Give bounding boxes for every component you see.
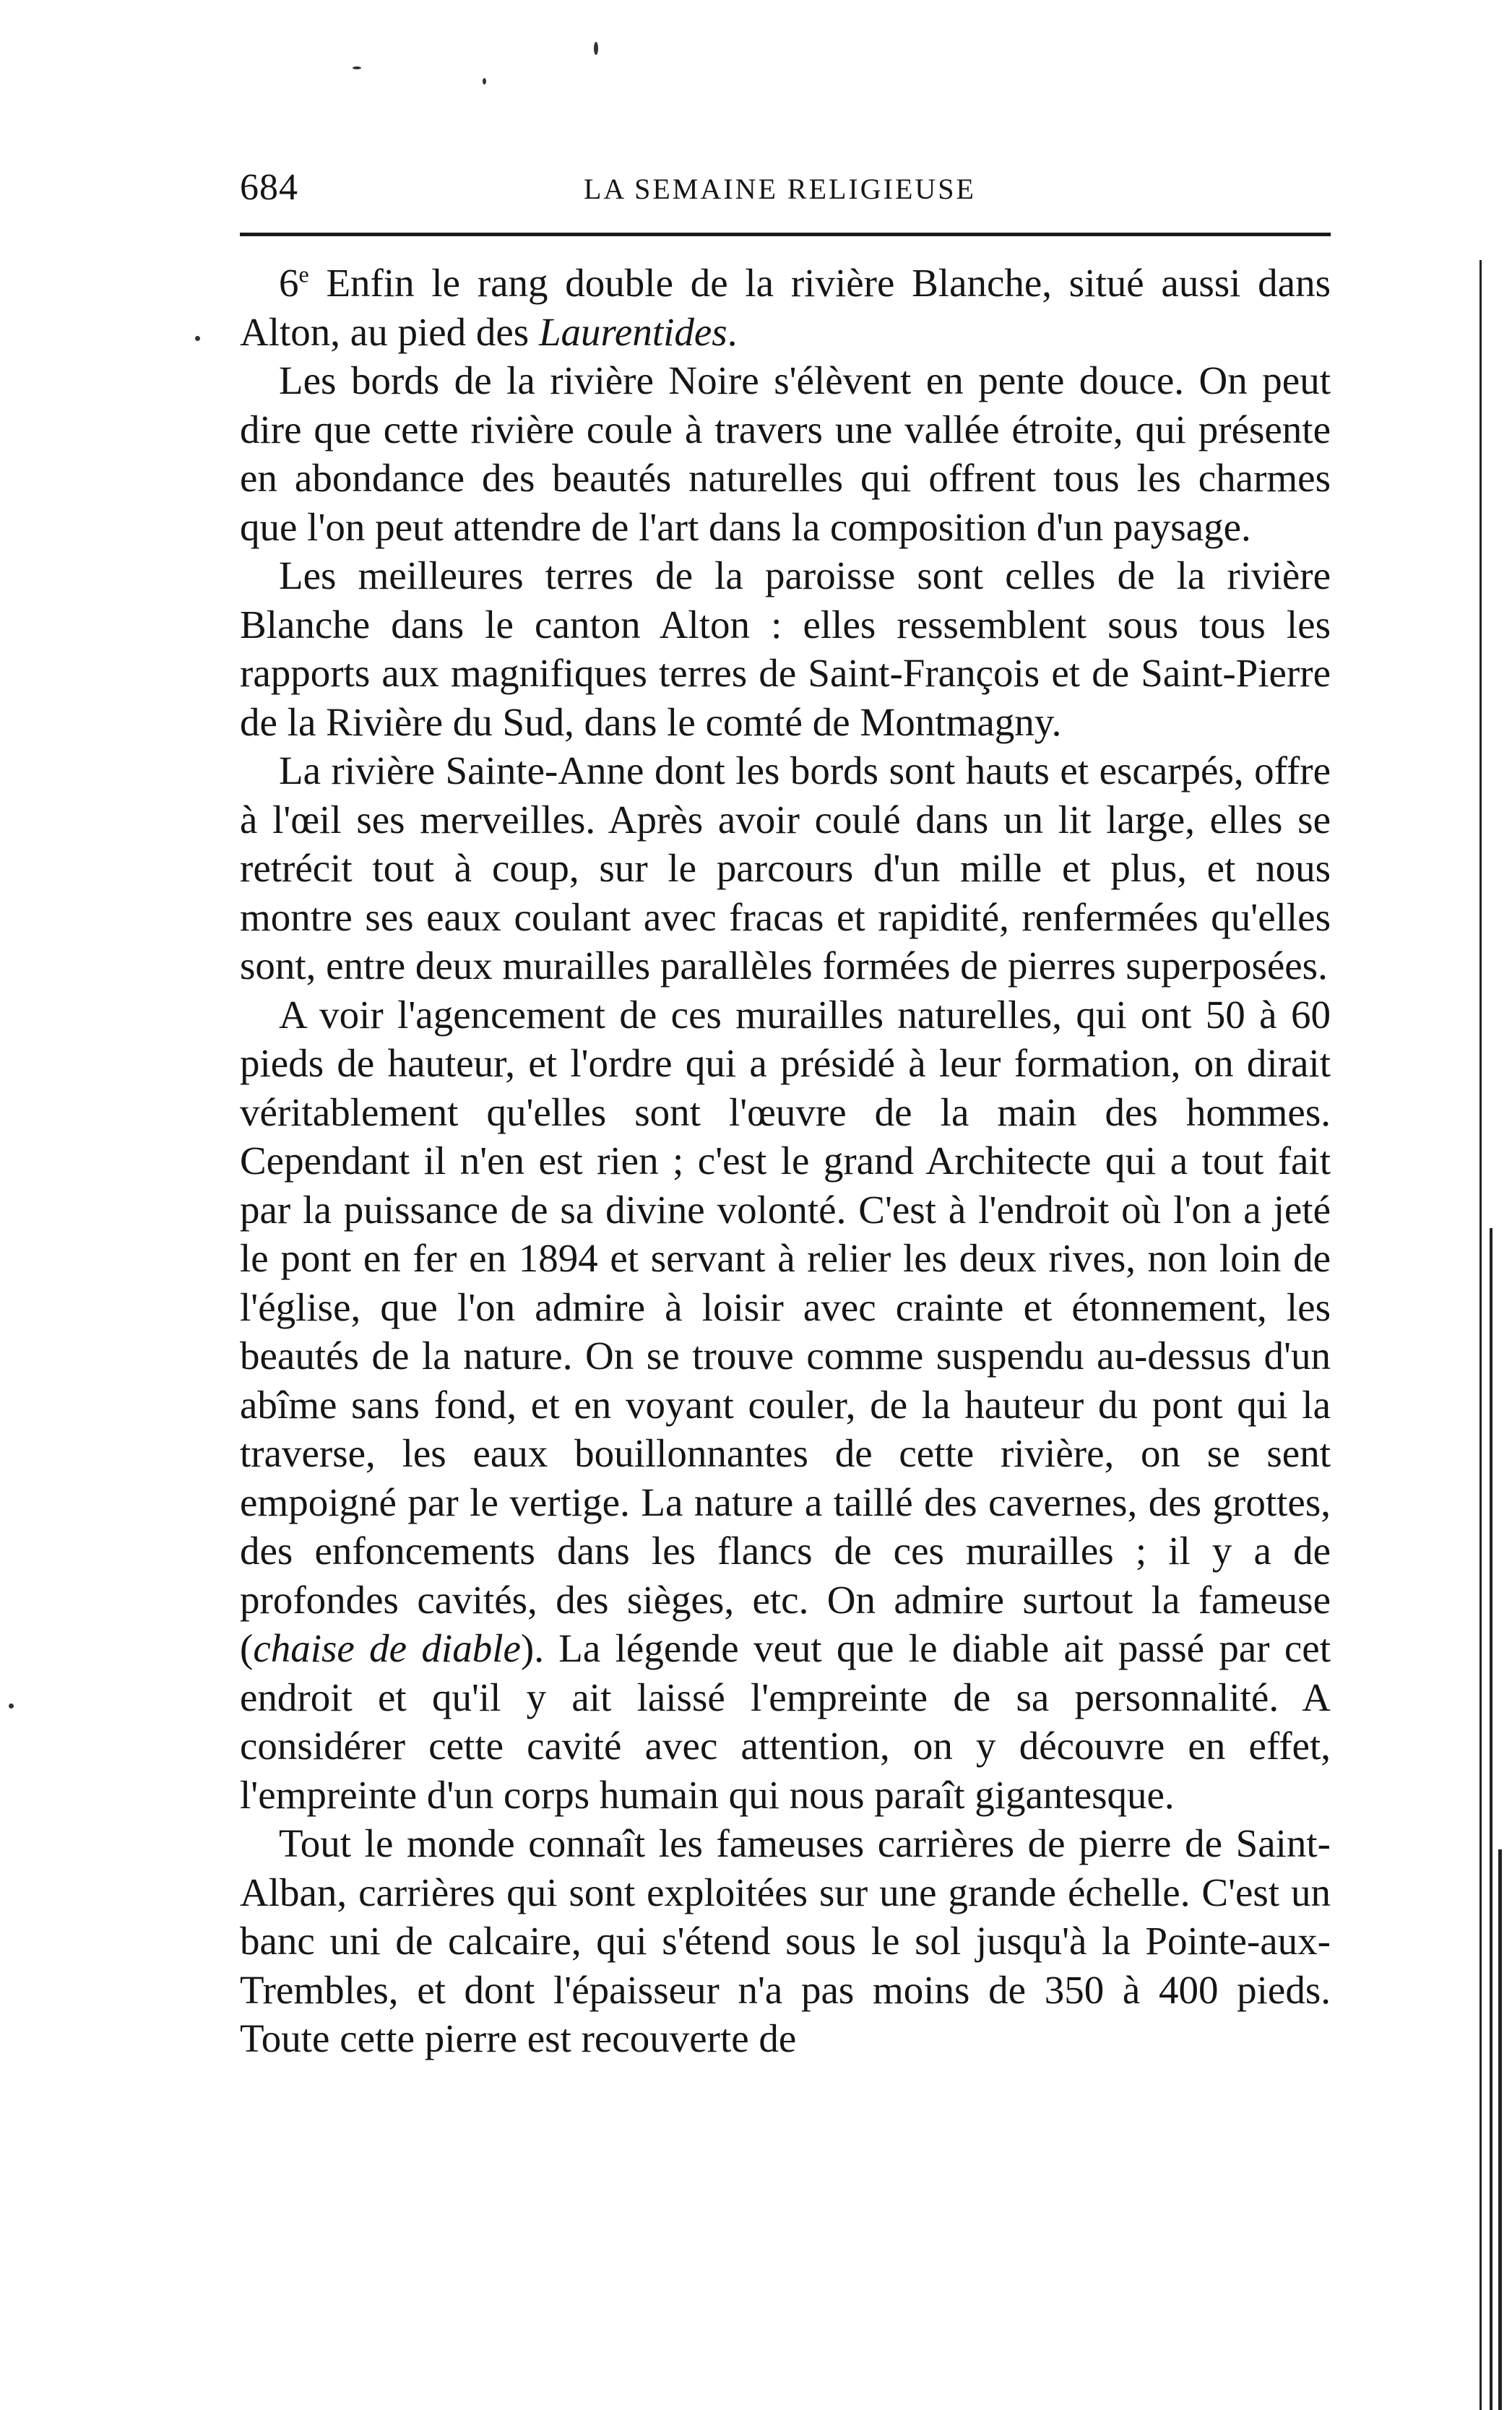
scan-speck-4: [195, 336, 200, 341]
list-number-suffix: e: [298, 261, 309, 288]
scan-edge-line: [1479, 260, 1482, 2410]
scan-speck-3: [483, 78, 486, 85]
paragraph-3: Les meilleures terres de la paroisse sont celles de la rivière Blanche dans le canton Alton : elles ressemblent sous tous les rapports aux magnifiques terres de Saint-François et de Saint-Pierre de la Rivière du Sud, dans le comté de Montmagny.: [240, 553, 1331, 744]
paragraph-5: [240, 990, 1331, 1820]
paragraph-5-italic: chaise de diable: [253, 1626, 521, 1670]
header-rule: [240, 233, 1331, 236]
paragraph-1: [240, 259, 1331, 356]
paragraph-1-italic: Laurentides: [538, 309, 727, 354]
paragraph-1-text: Enfin le rang double de la rivière Blanche, situé aussi dans Alton, au pied des: [240, 261, 1331, 354]
scan-speck: [594, 42, 598, 55]
paragraph-4: La rivière Sainte-Anne dont les bords sont hauts et escarpés, offre à l'œil ses merveilles. Après avoir coulé dans un lit large, elles se retrécit tout à coup, sur le parcours d'un mille et plus, et nous montre ses eaux coulant avec fracas et rapidité, renfermées qu'elles sont, entre deux murailles parallèles formées de pierres superposées.: [240, 748, 1331, 988]
paragraph-5-suffix: ). La légende veut que le diable ait passé par cet endroit et qu'il y ait laissé l'empreinte de sa personnalité. A considérer cette cavité avec attention, on y découvre en effet, l'empreinte d'un corps humain qui nous paraît gigantesque.: [240, 1626, 1331, 1817]
paragraph-2: Les bords de la rivière Noire s'élèvent en pente douce. On peut dire que cette rivière coule à travers une vallée étroite, qui présente en abondance des beautés naturelles qui offrent tous les charmes que l'on peut attendre de l'art dans la composition d'un paysage.: [240, 358, 1331, 549]
scan-edge-line-2: [1490, 1228, 1492, 2410]
scan-speck-2: [353, 66, 361, 69]
scan-edge-line-3: [1498, 1849, 1502, 2410]
running-head: LA SEMAINE RELIGIEUSE: [584, 173, 976, 205]
page-number: 684: [240, 167, 298, 208]
scan-speck-5: [9, 1703, 14, 1709]
paragraph-5-text: A voir l'agencement de ces murailles naturelles, qui ont 50 à 60 pieds de hauteur, et l'ordre qui a présidé à leur formation, on dirait véritablement qu'elles sont l'œuvre de la main des hommes. Cependant il n'en est rien ; c'est le grand Architecte qui a tout fait par la puissance de sa divine volonté. C'est à l'endroit où l'on a jeté le pont en fer en 1894 et servant à relier les deux rives, non loin de l'église, que l'on admire à loisir avec crainte et étonnement, les beautés de la nature. On se trouve comme suspendu au-dessus d'un abîme sans fond, et en voyant couler, de la hauteur du pont qui la traverse, les eaux bouillonnantes de cette rivière, on se sent empoigné par le vertige. La nature a taillé des cavernes, des grottes, des enfoncements dans les flancs de ces murailles ; il y a de profondes cavités, des sièges, etc. On admire surtout la fameuse (: [240, 992, 1331, 1670]
body-text: [240, 259, 1331, 2063]
paragraph-6: Tout le monde connaît les fameuses carrières de pierre de Saint-Alban, carrières qui sont exploitées sur une grande échelle. C'est un banc uni de calcaire, qui s'étend sous le sol jusqu'à la Pointe-aux-Trembles, et dont l'épaisseur n'a pas moins de 350 à 400 pieds. Toute cette pierre est recouverte de: [240, 1821, 1331, 2060]
page-header: [240, 166, 1338, 224]
list-number: 6: [279, 261, 299, 305]
paragraph-1-suffix: .: [727, 309, 738, 354]
